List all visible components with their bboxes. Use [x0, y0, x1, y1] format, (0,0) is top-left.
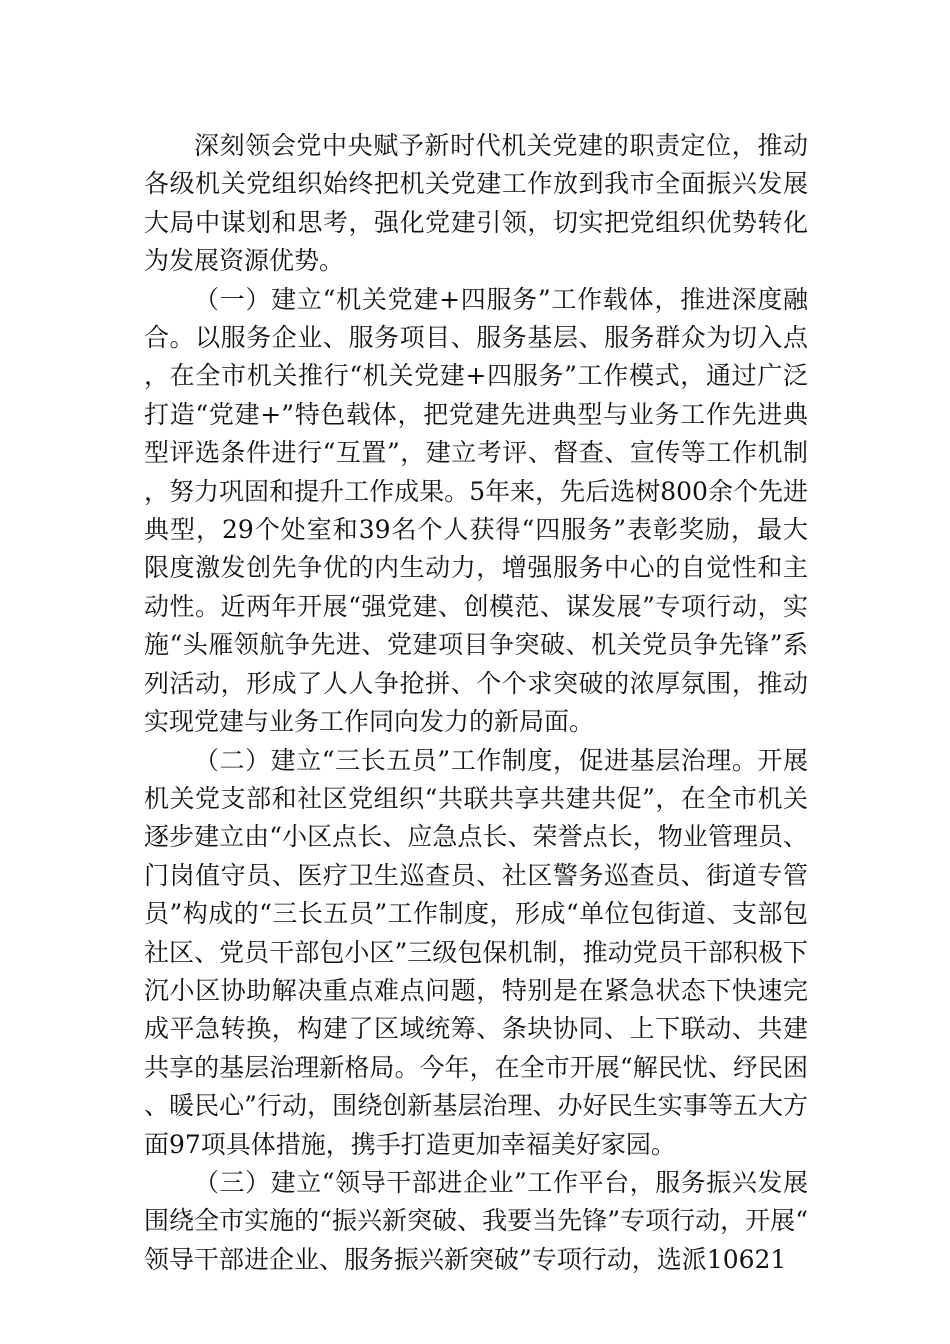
paragraph-section-2: （二）建立“三长五员”工作制度，促进基层治理。开展机关党支部和社区党组织“共联共享共建共促”，在全市机关逐步建立由“小区点长、应急点长、荣誉点长，物业管理员、门岗值守员、医疗卫生巡查员、社区警务巡查员、街道专管员”构成的“三长五员”工作制度，形成“单位包街道、支部包社区、党员干部包小区”三级包保机制，推动党员干部积极下沉小区协助解决重点难点问题，特别是在紧急状态下快速完成平急转换，构建了区域统筹、条块协同、上下联动、共建共享的基层治理新格局。今年，在全市开展“解民忧、纾民困、暖民心”行动，围绕创新基层治理、办好民生实事等五大方面97项具体措施，携手打造更加幸福美好家园。 — [144, 745, 808, 1159]
paragraph-intro: 深刻领会党中央赋予新时代机关党建的职责定位，推动各级机关党组织始终把机关党建工作放到我市全面振兴发展大局中谋划和思考，强化党建引领，切实把党组织优势转化为发展资源优势。 — [144, 131, 808, 276]
paragraph-section-1: （一）建立“机关党建+四服务”工作载体，推进深度融合。以服务企业、服务项目、服务基层、服务群众为切入点，在全市机关推行“机关党建+四服务”工作模式，通过广泛打造“党建+”特色载体，把党建先进典型与业务工作先进典型评选条件进行“互置”，建立考评、督查、宣传等工作机制，努力巩固和提升工作成果。5年来，先后选树800余个先进典型，29个处室和39名个人获得“四服务”表彰奖励，最大限度激发创先争优的内生动力，增强服务中心的自觉性和主动性。近两年开展“强党建、创模范、谋发展”专项行动，实施“头雁领航争先进、党建项目争突破、机关党员争先锋”系列活动，形成了人人争抢拼、个个求突破的浓厚氛围，推动实现党建与业务工作同向发力的新局面。 — [144, 284, 808, 737]
document-body — [144, 127, 808, 1279]
paragraph-section-3: （三）建立“领导干部进企业”工作平台，服务振兴发展围绕全市实施的“振兴新突破、我要当先锋”专项行动，开展“领导干部进企业、服务振兴新突破”专项行动，选派10621 — [144, 1167, 808, 1274]
